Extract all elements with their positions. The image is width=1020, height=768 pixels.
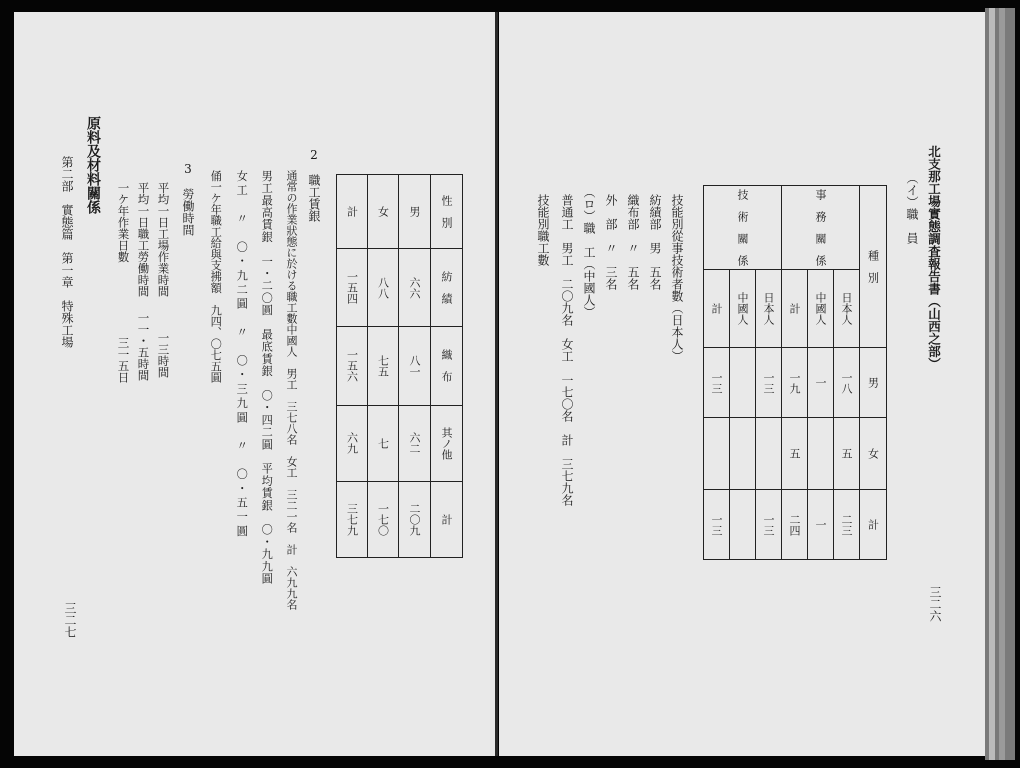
row-label: 計 xyxy=(782,270,808,348)
table-cell: 六九 xyxy=(337,405,368,481)
table-cell: 一三 xyxy=(704,348,730,418)
table-cell: 八八 xyxy=(368,248,399,326)
tech-item: 織布部 〃 五名 xyxy=(626,194,640,290)
labor-heading: 3 勞働時間 xyxy=(181,162,195,236)
running-title: 北支那工場實態調査報告書（山西之部） xyxy=(926,145,942,370)
table-header: 其ノ他 xyxy=(431,405,463,481)
row-label: 中國人 xyxy=(808,270,834,348)
table-cell: 一三 xyxy=(756,348,782,418)
table-cell: 一三 xyxy=(756,490,782,560)
table-cell: 七五 xyxy=(368,327,399,405)
left-header-sub: 第二部 實態篇 第一章 特殊工場 xyxy=(60,156,74,348)
table-cell xyxy=(704,418,730,490)
table-cell: 三七九 xyxy=(337,481,368,557)
wage-heading: 2 職工賃銀 xyxy=(307,148,321,222)
right-page xyxy=(499,12,985,756)
table-cell xyxy=(730,348,756,418)
table-cell: 一 xyxy=(808,490,834,560)
left-page xyxy=(14,12,498,756)
table-cell: 一八 xyxy=(834,348,860,418)
staff-table xyxy=(703,185,887,560)
row-label: 計 xyxy=(704,270,730,348)
table-header: 計 xyxy=(431,481,463,557)
col-header-male: 男 xyxy=(860,348,887,418)
group-header-office: 事 務 關 係 xyxy=(782,186,860,270)
table-cell: 一五六 xyxy=(337,327,368,405)
tech-item: 外 部 〃 三名 xyxy=(604,194,618,290)
table-cell: 男 xyxy=(399,175,431,249)
table-cell xyxy=(808,418,834,490)
table-cell: 一七〇 xyxy=(368,481,399,557)
labor-item-value: 一一・五時間 xyxy=(136,312,151,381)
labor-item-label: 一ケ年作業日數 xyxy=(116,182,131,263)
labor-item-value: 一三時間 xyxy=(156,332,171,378)
table-cell: 計 xyxy=(337,175,368,249)
row-label: 日本人 xyxy=(756,270,782,348)
wage-line: 俑一ケ年職工給與支拂額 九四、〇七五圓 xyxy=(209,170,223,383)
table-header: 織 布 xyxy=(431,327,463,405)
page-number: 三二七 xyxy=(63,602,77,638)
table-cell: 一九 xyxy=(782,348,808,418)
tech-item: 紡績部 男 五名 xyxy=(648,194,662,290)
book-spine xyxy=(985,8,1015,760)
wage-line: 男工最高賃銀 一・二〇圓 最底賃銀 〇・四二圓 平均賃銀 〇・九九圓 xyxy=(260,170,274,585)
table-cell: 七 xyxy=(368,405,399,481)
col-header-total: 計 xyxy=(860,490,887,560)
labor-item-label: 平均一日職工勞働時間 xyxy=(136,182,151,297)
group-header-tech: 技 術 關 係 xyxy=(704,186,782,270)
section-label: （イ）職 員 xyxy=(905,172,919,244)
labor-item-label: 平均一日工場作業時間 xyxy=(156,182,171,297)
table-cell xyxy=(756,418,782,490)
wage-line: 女工 〃 〇・九二圓 〃 〇・三九圓 〃 〇・五一圓 xyxy=(235,170,249,540)
table-cell: 八一 xyxy=(399,327,431,405)
workers-line: 普通工 男工 二〇九名 女工 一七〇名 計 三七九名 xyxy=(560,194,574,506)
table-cell: 二四 xyxy=(782,490,808,560)
table-cell xyxy=(730,418,756,490)
table-cell xyxy=(730,490,756,560)
table-cell: 五 xyxy=(834,418,860,490)
labor-count-table xyxy=(336,174,463,558)
table-cell: 一 xyxy=(808,348,834,418)
tech-heading: 技能別從事技術者數（日本人） xyxy=(670,194,684,362)
table-header: 紡 績 xyxy=(431,248,463,326)
table-cell: 女 xyxy=(368,175,399,249)
col-header-female: 女 xyxy=(860,418,887,490)
wage-line: 通常の作業狀態に於ける職工數中國人 男工 三七八名 女工 三二一名 計 六九九名 xyxy=(285,170,298,610)
table-cell: 六二 xyxy=(399,405,431,481)
col-header-kind: 種 別 xyxy=(860,186,887,348)
skill-line: 技能別職工數 xyxy=(536,194,550,266)
page-number: 三二六 xyxy=(928,586,942,622)
left-header-title: 原料及材料關係 xyxy=(85,116,101,214)
table-cell: 二三 xyxy=(834,490,860,560)
workers-heading: （ロ）職 工（中國人） xyxy=(582,186,596,318)
table-cell: 二〇九 xyxy=(399,481,431,557)
table-cell: 六六 xyxy=(399,248,431,326)
row-label: 日本人 xyxy=(834,270,860,348)
table-cell: 五 xyxy=(782,418,808,490)
row-label: 中國人 xyxy=(730,270,756,348)
table-header: 性 別 xyxy=(431,175,463,249)
labor-item-value: 三一五日 xyxy=(116,337,131,383)
table-cell: 一五四 xyxy=(337,248,368,326)
table-cell: 一三 xyxy=(704,490,730,560)
